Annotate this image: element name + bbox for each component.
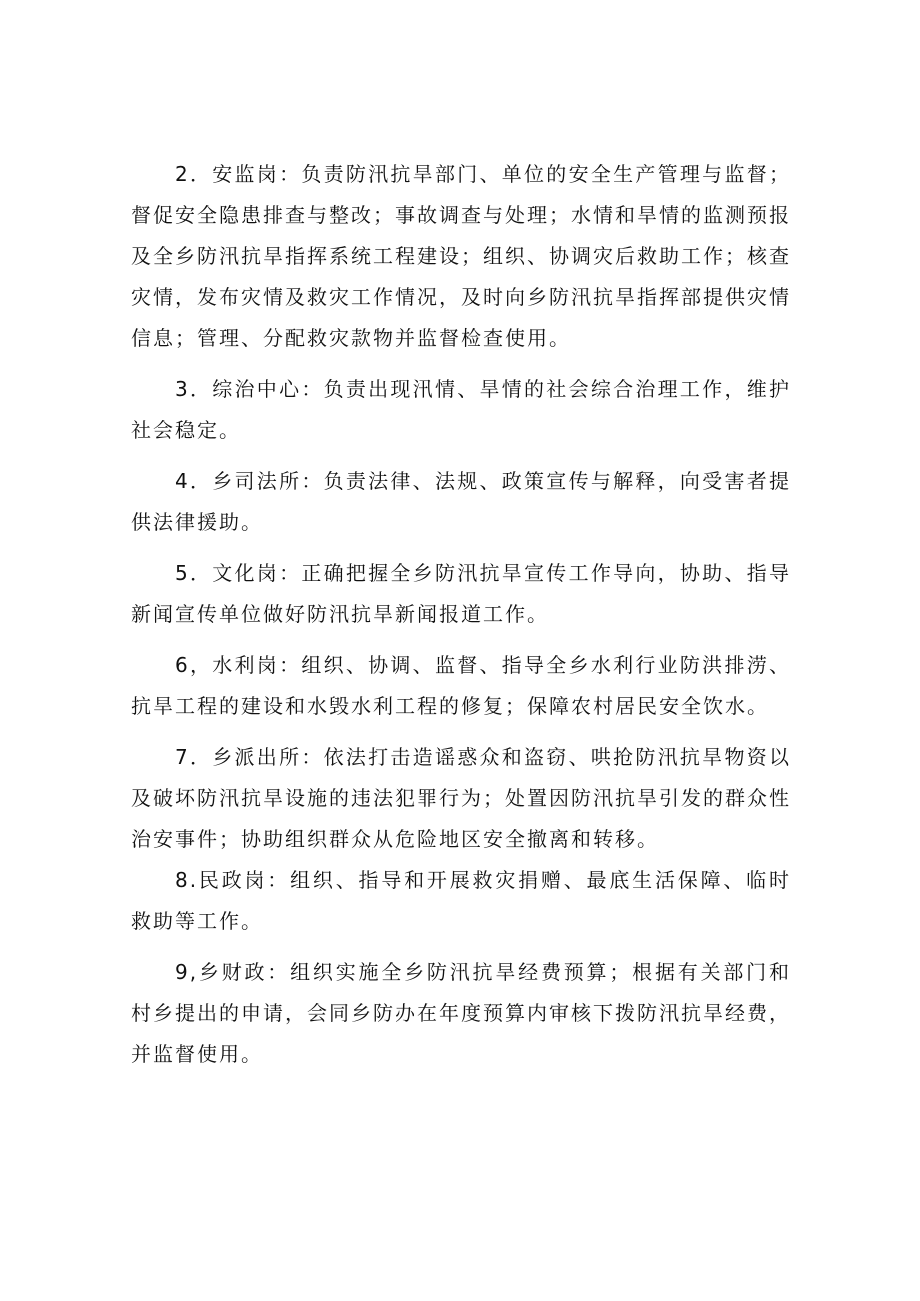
paragraph-safety-supervision: 2．安监岗：负责防汛抗旱部门、单位的安全生产管理与监督；督促安全隐患排查与整改；事故调查与处理；水情和旱情的监测预报及全乡防汛抗旱指挥系统工程建设；组织、协调灾后救助工作；核查灾情，发布灾情及救灾工作情况，及时向乡防汛抗旱指挥部提供灾情信息；管理、分配救灾款物并监督检查使用。 (131, 162, 791, 350)
paragraph-culture-post: 5．文化岗：正确把握全乡防汛抗旱宣传工作导向，协助、指导新闻宣传单位做好防汛抗旱新闻报道工作。 (131, 561, 791, 626)
paragraph-judicial-office: 4．乡司法所：负责法律、法规、政策宣传与解释，向受害者提供法律援助。 (131, 469, 791, 534)
paragraph-comprehensive-governance: 3．综治中心：负责出现汛情、旱情的社会综合治理工作，维护社会稳定。 (131, 377, 791, 442)
document-body (131, 154, 791, 1075)
paragraph-civil-affairs: 8.民政岗：组织、指导和开展救灾捐赠、最底生活保障、临时救助等工作。 (131, 868, 791, 933)
paragraph-township-finance: 9,乡财政：组织实施全乡防汛抗旱经费预算；根据有关部门和村乡提出的申请，会同乡防办在年度预算内审核下拨防汛抗旱经费，并监督使用。 (131, 960, 791, 1066)
paragraph-water-conservancy: 6，水利岗：组织、协调、监督、指导全乡水利行业防洪排涝、抗旱工程的建设和水毁水利工程的修复；保障农村居民安全饮水。 (131, 653, 791, 718)
paragraph-police-station: 7．乡派出所：依法打击造谣惑众和盗窃、哄抢防汛抗旱物资以及破坏防汛抗旱设施的违法犯罪行为；处置因防汛抗旱引发的群众性治安事件；协助组织群众从危险地区安全撤离和转移。 (131, 745, 791, 851)
